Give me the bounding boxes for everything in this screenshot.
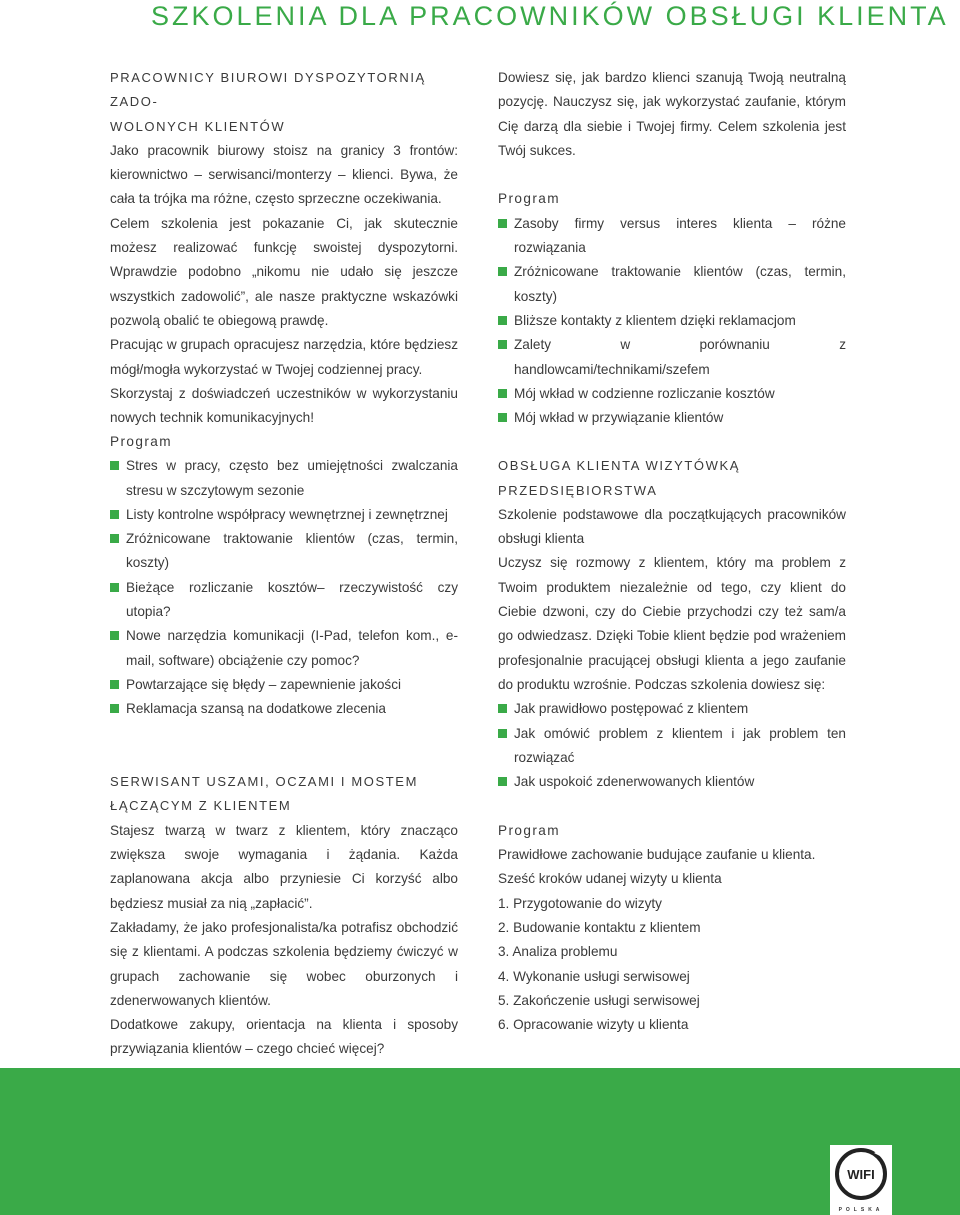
section2-continued bbox=[498, 66, 846, 430]
section1-paragraph: Skorzystaj z doświadczeń uczestników w wykorzystaniu nowych technik komunikacyjnych! bbox=[110, 385, 458, 426]
list-item: 1. Przygotowanie do wizyty bbox=[498, 895, 662, 911]
section2-paragraph: Stajesz twarzą w twarz z klientem, który znacząco zwiększa swoje wymagania i żądania. Każda zaplanowana akcja albo przyniesie Ci korzyść albo będziesz musiał za nią „zapłacić”. bbox=[110, 822, 458, 911]
section1-heading bbox=[110, 66, 458, 139]
section2-heading-line: SERWISANT USZAMI, OCZAMI I MOSTEM bbox=[110, 774, 419, 790]
list-item-text: Stres w pracy, często bez umiejętności zwalczania stresu w szczytowym sezonie bbox=[126, 458, 458, 498]
green-square-bullet-icon bbox=[110, 680, 119, 689]
list-item bbox=[498, 406, 846, 430]
green-square-bullet-icon bbox=[498, 340, 507, 349]
section2-paragraph: Dowiesz się, jak bardzo klienci szanują Twoją neutralną pozycję. Nauczysz się, jak wykorzystać zaufanie, którym Cię darzą dla siebie i Twojej firmy. Celem szkolenia jest Twój sukces. bbox=[498, 70, 846, 158]
green-square-bullet-icon bbox=[498, 267, 507, 276]
section3-heading bbox=[498, 454, 846, 503]
list-item-text: Mój wkład w przywiązanie klientów bbox=[514, 410, 724, 426]
list-item-text: Mój wkład w codzienne rozliczanie kosztów bbox=[514, 385, 775, 401]
list-item-text: Listy kontrolne współpracy wewnętrznej i zewnętrznej bbox=[126, 506, 448, 522]
wifi-logo bbox=[830, 1145, 892, 1215]
list-item-text: Nowe narzędzia komunikacji (I-Pad, telefon kom., e-mail, software) obciążenie czy pomoc? bbox=[126, 628, 458, 668]
list-item bbox=[498, 309, 846, 333]
list-item bbox=[110, 454, 458, 503]
section1-program-label: Program bbox=[110, 434, 172, 449]
list-item-text: Bliższe kontakty z klientem dzięki reklamacjom bbox=[514, 312, 796, 328]
section2-program-list bbox=[498, 212, 846, 431]
page-title: SZKOLENIA DLA PRACOWNIKÓW OBSŁUGI KLIENTA bbox=[151, 1, 949, 31]
section1-program bbox=[110, 430, 458, 1062]
section3-heading-line: OBSŁUGA KLIENTA WIZYTÓWKĄ bbox=[498, 458, 741, 474]
section1-intro bbox=[110, 66, 458, 430]
list-item: 6. Opracowanie wizyty u klienta bbox=[498, 1017, 689, 1033]
list-item bbox=[498, 697, 846, 721]
list-item bbox=[110, 697, 458, 721]
list-item bbox=[498, 212, 846, 261]
spacer bbox=[110, 722, 458, 771]
logo-name: WIFI bbox=[847, 1167, 875, 1182]
wifi-logo-icon bbox=[830, 1145, 892, 1205]
list-item-text: Zasoby firmy versus interes klienta – różne rozwiązania bbox=[514, 215, 846, 256]
footer-band bbox=[0, 1068, 960, 1215]
green-square-bullet-icon bbox=[498, 316, 507, 325]
green-square-bullet-icon bbox=[110, 534, 119, 543]
green-square-bullet-icon bbox=[110, 510, 119, 519]
list-item bbox=[498, 382, 846, 406]
spacer bbox=[498, 430, 846, 454]
spacer bbox=[498, 794, 846, 818]
section1-heading-line: WOLONYCH KLIENTÓW bbox=[110, 118, 286, 134]
green-square-bullet-icon bbox=[110, 704, 119, 713]
list-item bbox=[498, 260, 846, 309]
green-square-bullet-icon bbox=[498, 704, 507, 713]
list-item bbox=[110, 624, 458, 673]
section2-paragraph: Zakładamy, że jako profesjonalista/ka potrafisz obchodzić się z klientami. A podczas szkolenia będziemy ćwiczyć w grupach zachowanie się wobec oburzonych i zdenerwowanych klientów. bbox=[110, 919, 458, 1008]
section2-program-label: Program bbox=[498, 191, 560, 207]
spacer bbox=[498, 163, 846, 187]
green-square-bullet-icon bbox=[498, 729, 507, 738]
section2-heading-line: ŁĄCZĄCYM Z KLIENTEM bbox=[110, 798, 292, 814]
section1-program-list bbox=[110, 454, 458, 721]
section3-steps-list bbox=[498, 892, 846, 1038]
section3-program-line: Prawidłowe zachowanie budujące zaufanie u klienta. bbox=[498, 847, 816, 863]
green-square-bullet-icon bbox=[110, 583, 119, 592]
list-item bbox=[110, 673, 458, 697]
section2-paragraph: Dodatkowe zakupy, orientacja na klienta i sposoby przywiązania klientów – czego chcieć więcej? bbox=[110, 1017, 458, 1057]
list-item: 2. Budowanie kontaktu z klientem bbox=[498, 919, 701, 935]
section3-paragraph: Uczysz się rozmowy z klientem, który ma problem z Twoim produktem niezależnie od tego, czy klient do Ciebie dzwoni, czy do Ciebie przychodzi czy też sam/a go odwiedzasz. Dzięki Tobie klient będzie pod wrażeniem profesjonalnie pracującej obsługi klienta a jego zaufanie do produktu wzrośnie. Podczas szkolenia dowiesz się: bbox=[498, 555, 846, 692]
list-item-text: Powtarzające się błędy – zapewnienie jakości bbox=[126, 676, 402, 692]
section3-learn-list bbox=[498, 697, 846, 794]
green-square-bullet-icon bbox=[498, 777, 507, 786]
list-item-text: Bieżące rozliczanie kosztów– rzeczywistość czy utopia? bbox=[126, 579, 458, 620]
green-square-bullet-icon bbox=[110, 631, 119, 640]
list-item-text: Zalety w porównaniu z handlowcami/technikami/szefem bbox=[514, 337, 846, 377]
section2-heading bbox=[110, 770, 458, 819]
list-item bbox=[110, 576, 458, 625]
section3 bbox=[498, 430, 846, 1037]
green-square-bullet-icon bbox=[498, 413, 507, 422]
list-item bbox=[498, 722, 846, 771]
list-item: 4. Wykonanie usługi serwisowej bbox=[498, 968, 690, 984]
section3-paragraph: Szkolenie podstawowe dla początkujących pracowników obsługi klienta bbox=[498, 506, 846, 547]
green-square-bullet-icon bbox=[498, 219, 507, 228]
list-item bbox=[110, 503, 458, 527]
list-item: 5. Zakończenie usługi serwisowej bbox=[498, 992, 700, 1008]
list-item: 3. Analiza problemu bbox=[498, 944, 618, 960]
list-item-text: Reklamacja szansą na dodatkowe zlecenia bbox=[126, 701, 386, 717]
list-item-text: Jak uspokoić zdenerwowanych klientów bbox=[514, 774, 755, 790]
list-item bbox=[110, 527, 458, 576]
section1-paragraph: Pracując w grupach opracujesz narzędzia, które będziesz mógł/mogła wykorzystać w Twojej codziennej pracy. bbox=[110, 337, 458, 377]
section3-program-line: Sześć kroków udanej wizyty u klienta bbox=[498, 871, 722, 887]
section3-program-label: Program bbox=[498, 822, 560, 838]
green-square-bullet-icon bbox=[498, 389, 507, 398]
list-item-text: Zróżnicowane traktowanie klientów (czas, termin, koszty) bbox=[514, 264, 846, 304]
list-item-text: Jak omówić problem z klientem i jak problem ten rozwiązać bbox=[514, 725, 846, 765]
section1-paragraph: Celem szkolenia jest pokazanie Ci, jak skutecznie możesz realizować funkcję swoistej dyspozytorni. Wprawdzie podobno „nikomu nie udało się jeszcze wszystkich zadowolić”, ale nasze praktyczne wskazówki pozwolą obalić te obiegową prawdę. bbox=[110, 215, 458, 328]
logo-sub: POLSKA bbox=[838, 1207, 884, 1213]
section1-paragraph: Jako pracownik biurowy stoisz na granicy 3 frontów: kierownictwo – serwisanci/monterzy – klienci. Bywa, że cała ta trójka ma różne, często sprzeczne oczekiwania. bbox=[110, 142, 458, 207]
section3-heading-line: PRZEDSIĘBIORSTWA bbox=[498, 482, 658, 498]
green-square-bullet-icon bbox=[110, 461, 119, 470]
list-item-text: Jak prawidłowo postępować z klientem bbox=[514, 701, 749, 717]
list-item-text: Zróżnicowane traktowanie klientów (czas, termin, koszty) bbox=[126, 531, 458, 571]
section1-heading-line: PRACOWNICY BIUROWI DYSPOZYTORNIĄ ZADO- bbox=[110, 70, 426, 110]
list-item bbox=[498, 333, 846, 382]
list-item bbox=[498, 770, 846, 794]
